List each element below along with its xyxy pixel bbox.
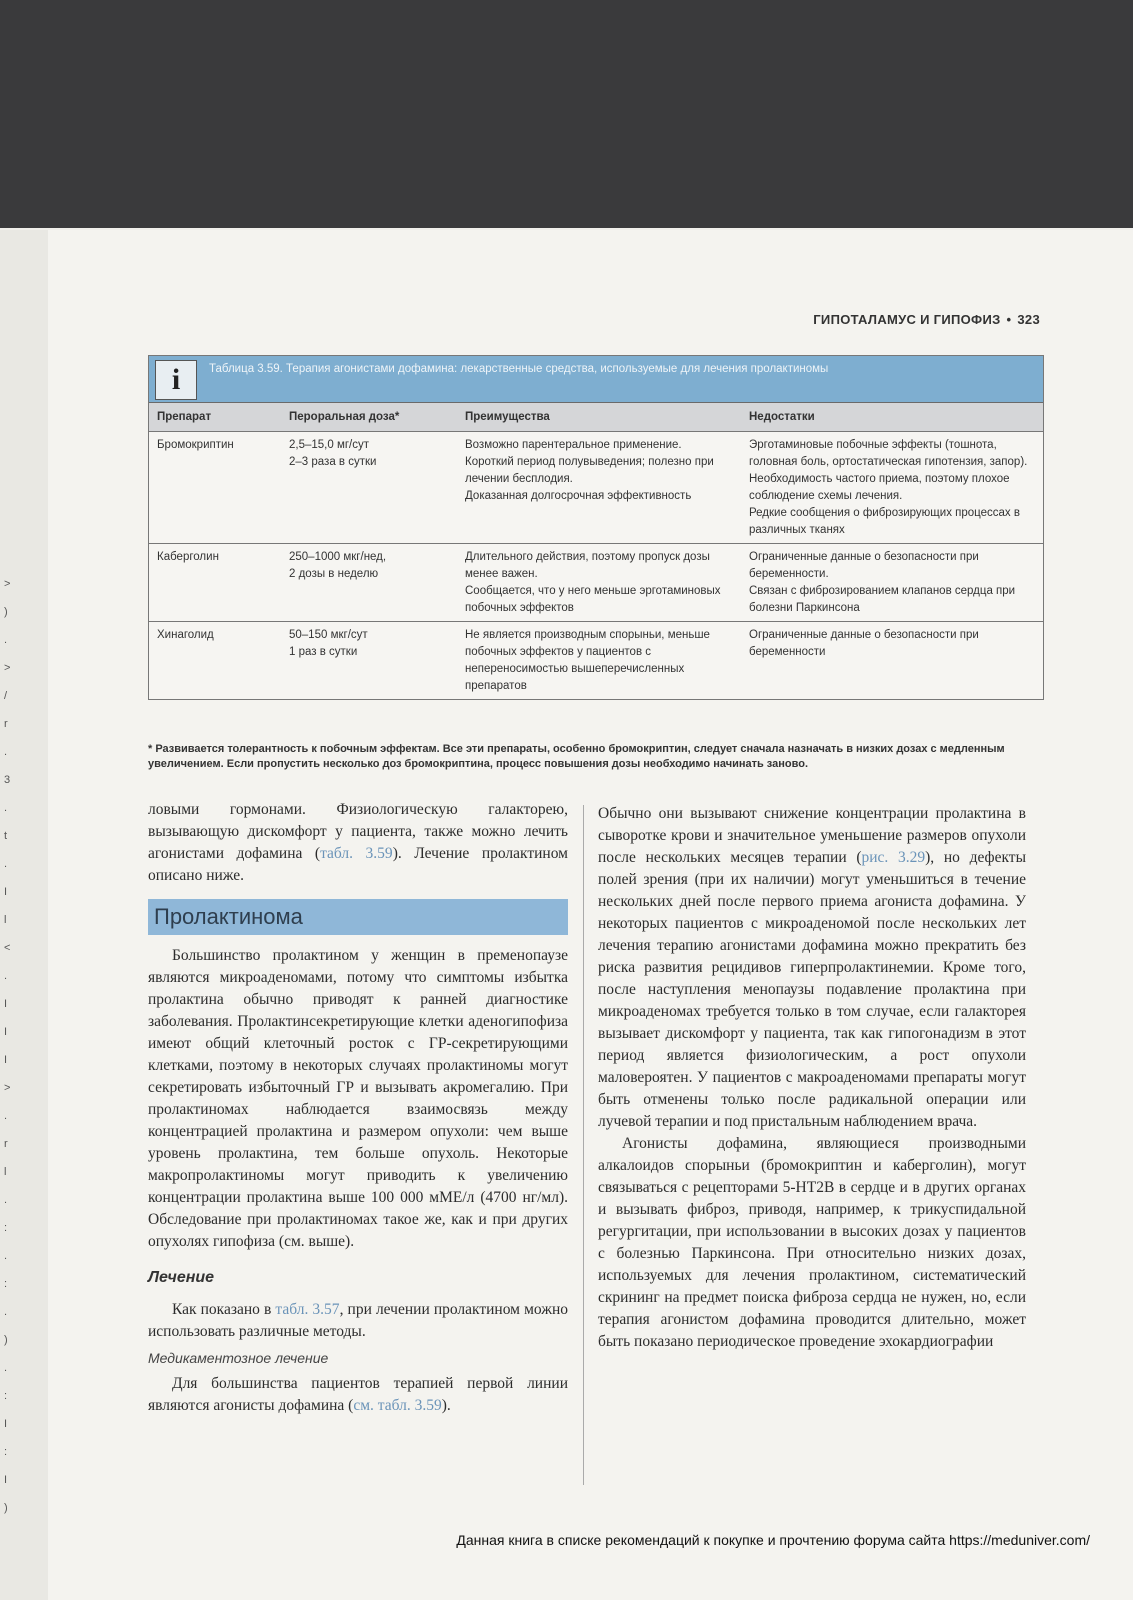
cell-pros bbox=[457, 544, 741, 622]
cell-dose-line: 50–150 мкг/сут bbox=[289, 629, 368, 641]
edge-mark: I bbox=[4, 1474, 8, 1486]
edge-mark: > bbox=[4, 1082, 11, 1094]
edge-mark: > bbox=[4, 662, 11, 674]
edge-mark: I bbox=[4, 1418, 8, 1430]
col-header-drug: Препарат bbox=[149, 403, 281, 432]
drug-table bbox=[148, 355, 1044, 700]
edge-mark: : bbox=[4, 1222, 8, 1234]
edge-mark: l bbox=[4, 1166, 7, 1178]
cell-cons-line: Связан с фиброзированием клапанов сердца при болезни Паркинсона bbox=[749, 585, 1016, 614]
cell-cons-line: Необходимость частого приема, поэтому плохое соблюдение схемы лечения. bbox=[749, 473, 1010, 502]
col-header-dose: Пероральная доза* bbox=[281, 403, 457, 432]
cell-pros-line: Сообщается, что у него меньше эрготаминовых побочных эффектов bbox=[465, 585, 721, 614]
table-header-bar bbox=[149, 356, 1043, 403]
edge-marks bbox=[4, 570, 16, 1522]
table-footnote: * Развивается толерантность к побочным эффектам. Все эти препараты, особенно бромокриптин, следует сначала назначать в низких дозах с медленным увеличением. Если пропустить несколько доз бромокриптина, процесс повышения дозы необходимо начинать заново. bbox=[148, 743, 1005, 770]
info-icon: i bbox=[155, 360, 197, 400]
edge-mark: I bbox=[4, 998, 8, 1010]
col-header-pros: Преимущества bbox=[457, 403, 741, 432]
page-number: 323 bbox=[1017, 312, 1040, 327]
paragraph: Агонисты дофамина, являющиеся производными алкалоидов спорыньи (бромокриптин и каберголин), могут связываться с рецепторами 5-HT2B в сердце и в других органах и вызывать фиброз, приводя, например, к трикуспидальной регургитации, при использовании в высоких дозах у пациентов с болезнью Паркинсона. При относительно низких дозах, используемых для лечения пролактином, систематический скрининг на предмет поиска фиброза сердца не нужен, но, если терапия агонистом дофамина проводится длительно, может быть показано периодическое проведение эхокардиографии bbox=[598, 1135, 1026, 1350]
edge-mark: : bbox=[4, 1278, 8, 1290]
table-grid bbox=[149, 403, 1043, 699]
edge-mark: r bbox=[4, 718, 8, 730]
cell-pros-line: Возможно парентеральное применение. bbox=[465, 439, 682, 451]
col-header-cons: Недостатки bbox=[741, 403, 1043, 432]
edge-mark: . bbox=[4, 970, 8, 982]
left-column bbox=[148, 799, 568, 1417]
edge-mark: . bbox=[4, 1194, 8, 1206]
cell-dose-line: 2–3 раза в сутки bbox=[289, 456, 377, 468]
table-reference-link[interactable]: см. табл. 3.59 bbox=[353, 1397, 442, 1414]
edge-mark: . bbox=[4, 634, 8, 646]
edge-mark: r bbox=[4, 1138, 8, 1150]
dark-background-band bbox=[0, 0, 1133, 228]
edge-mark: / bbox=[4, 690, 8, 702]
edge-mark: 3 bbox=[4, 774, 11, 786]
edge-mark: . bbox=[4, 1306, 8, 1318]
cell-pros bbox=[457, 622, 741, 700]
cell-dose bbox=[281, 544, 457, 622]
cell-dose bbox=[281, 432, 457, 544]
edge-mark: ) bbox=[4, 1334, 8, 1346]
edge-mark: I bbox=[4, 886, 8, 898]
edge-mark: ) bbox=[4, 606, 8, 618]
cell-drug: Каберголин bbox=[149, 544, 281, 622]
figure-reference-link[interactable]: рис. 3.29 bbox=[861, 849, 926, 866]
right-column bbox=[598, 803, 1026, 1353]
edge-mark: . bbox=[4, 802, 8, 814]
previous-page-edge bbox=[0, 230, 48, 1600]
table-row bbox=[149, 544, 1043, 622]
table-title: Таблица 3.59. Терапия агонистами дофамина: лекарственные средства, используемые для лечения пролактиномы bbox=[209, 363, 829, 375]
cell-drug: Хинаголид bbox=[157, 629, 214, 641]
edge-mark: t bbox=[4, 830, 8, 842]
bullet: • bbox=[1006, 312, 1012, 327]
edge-mark: . bbox=[4, 1110, 8, 1122]
running-head bbox=[600, 312, 1040, 327]
cell-pros-line: Короткий период полувыведения; полезно при лечении бесплодия. bbox=[465, 456, 714, 485]
cell-cons-line: Ограниченные данные о безопасности при беременности bbox=[749, 629, 979, 658]
paragraph: ловыми гормонами. Физиологическую галакторею, вызывающую дискомфорт у пациента, также можно лечить агонистами дофамина (табл. 3.59). Лечение пролактином описано ниже. bbox=[148, 801, 568, 884]
edge-mark: I bbox=[4, 1026, 8, 1038]
edge-mark: > bbox=[4, 578, 11, 590]
table-row bbox=[149, 622, 1043, 700]
cell-dose-line: 250–1000 мкг/нед, bbox=[289, 551, 387, 563]
paragraph: Для большинства пациентов терапией первой линии являются агонисты дофамина (см. табл. 3.59). bbox=[148, 1375, 568, 1414]
paragraph: Как показано в табл. 3.57, при лечении пролактином можно использовать различные методы. bbox=[148, 1301, 568, 1340]
cell-drug: Бромокриптин bbox=[149, 432, 281, 544]
edge-mark: : bbox=[4, 1390, 8, 1402]
cell-pros-line: Доказанная долгосрочная эффективность bbox=[465, 490, 692, 502]
edge-mark: . bbox=[4, 746, 8, 758]
edge-mark: < bbox=[4, 942, 11, 954]
cell-cons bbox=[741, 432, 1043, 544]
edge-mark: . bbox=[4, 1362, 8, 1374]
subheading-treatment: Лечение bbox=[148, 1269, 215, 1286]
section-heading-prolactinoma: Пролактинома bbox=[148, 899, 568, 935]
cell-cons-line: Эрготаминовые побочные эффекты (тошнота, головная боль, ортостатическая гипотензия, запор). bbox=[749, 439, 1028, 468]
table-row bbox=[149, 432, 1043, 544]
edge-mark: l bbox=[4, 914, 7, 926]
cell-dose-line: 2 дозы в неделю bbox=[289, 568, 379, 580]
edge-mark: : bbox=[4, 1446, 8, 1458]
table-header-row bbox=[149, 403, 1043, 432]
edge-mark: . bbox=[4, 1250, 8, 1262]
chapter-title: ГИПОТАЛАМУС И ГИПОФИЗ bbox=[813, 312, 1001, 327]
cell-cons bbox=[741, 544, 1043, 622]
paragraph: Большинство пролактином у женщин в пременопаузе являются микроаденомами, потому что симптомы избытка пролактина обычно приводят к ранней диагностике заболевания. Пролактинсекретирующие клетки аденогипофиза имеют общий клеточный росток с ГР-секретирующими клетками, поэтому в некоторых случаях пролактиномы могут секретировать избыточный ГР и вызывать акромегалию. При пролактиномах наблюдается взаимосвязь между концентрацией пролактина и размером опухоли: чем выше уровень пролактина, тем больше опухоль. Некоторые макропролактиномы могут приводить к увеличению концентрации пролактина выше 100 000 мМЕ/л (4700 нг/мл). Обследование при пролактиномах такое же, как и при других опухолях гипофиза (см. выше). bbox=[148, 947, 568, 1250]
edge-mark: . bbox=[4, 858, 8, 870]
edge-mark: I bbox=[4, 1054, 8, 1066]
cell-pros-line: Не является производным спорыньи, меньше побочных эффектов у пациентов с непереносимостью вышеперечисленных препаратов bbox=[465, 629, 710, 692]
column-divider bbox=[583, 805, 584, 1485]
cell-pros bbox=[457, 432, 741, 544]
watermark-note: Данная книга в списке рекомендаций к покупке и прочтению форума сайта https://meduniver.com/ bbox=[456, 1532, 1090, 1548]
cell-cons bbox=[741, 622, 1043, 700]
cell-dose bbox=[281, 622, 457, 700]
cell-dose-line: 2,5–15,0 мг/сут bbox=[289, 439, 370, 451]
cell-pros-line: Длительного действия, поэтому пропуск дозы менее важен. bbox=[465, 551, 710, 580]
subheading-medication: Медикаментозное лечение bbox=[148, 1350, 329, 1366]
table-reference-link[interactable]: табл. 3.59 bbox=[320, 845, 393, 862]
cell-dose-line: 1 раз в сутки bbox=[289, 646, 358, 658]
paragraph: Обычно они вызывают снижение концентрации пролактина в сыворотке крови и значительное уменьшение размеров опухоли после нескольких месяцев терапии (рис. 3.29), но дефекты полей зрения (при их наличии) могут уменьшиться в течение нескольких дней после первого приема агониста дофамина. У некоторых пациентов с микроаденомой после нескольких лет лечения терапию агонистами дофамина можно прекратить без риска развития рецидивов гиперпролактинемии. Кроме того, после наступления менопаузы подавление пролактина при микроаденомах требуется только в том случае, если галакторея вызывает дискомфорт у пациента, так как гипогонадизм в этот период является физиологическим, а рост опухоли маловероятен. У пациентов с макроаденомами препараты могут быть отменены только после радикальной операции или лучевой терапии и под пристальным наблюдением врача. bbox=[598, 805, 1026, 1130]
table-reference-link[interactable]: табл. 3.57 bbox=[275, 1301, 340, 1318]
cell-cons-line: Редкие сообщения о фиброзирующих процессах в различных тканях bbox=[749, 507, 1020, 536]
edge-mark: ) bbox=[4, 1502, 8, 1514]
cell-cons-line: Ограниченные данные о безопасности при беременности. bbox=[749, 551, 979, 580]
